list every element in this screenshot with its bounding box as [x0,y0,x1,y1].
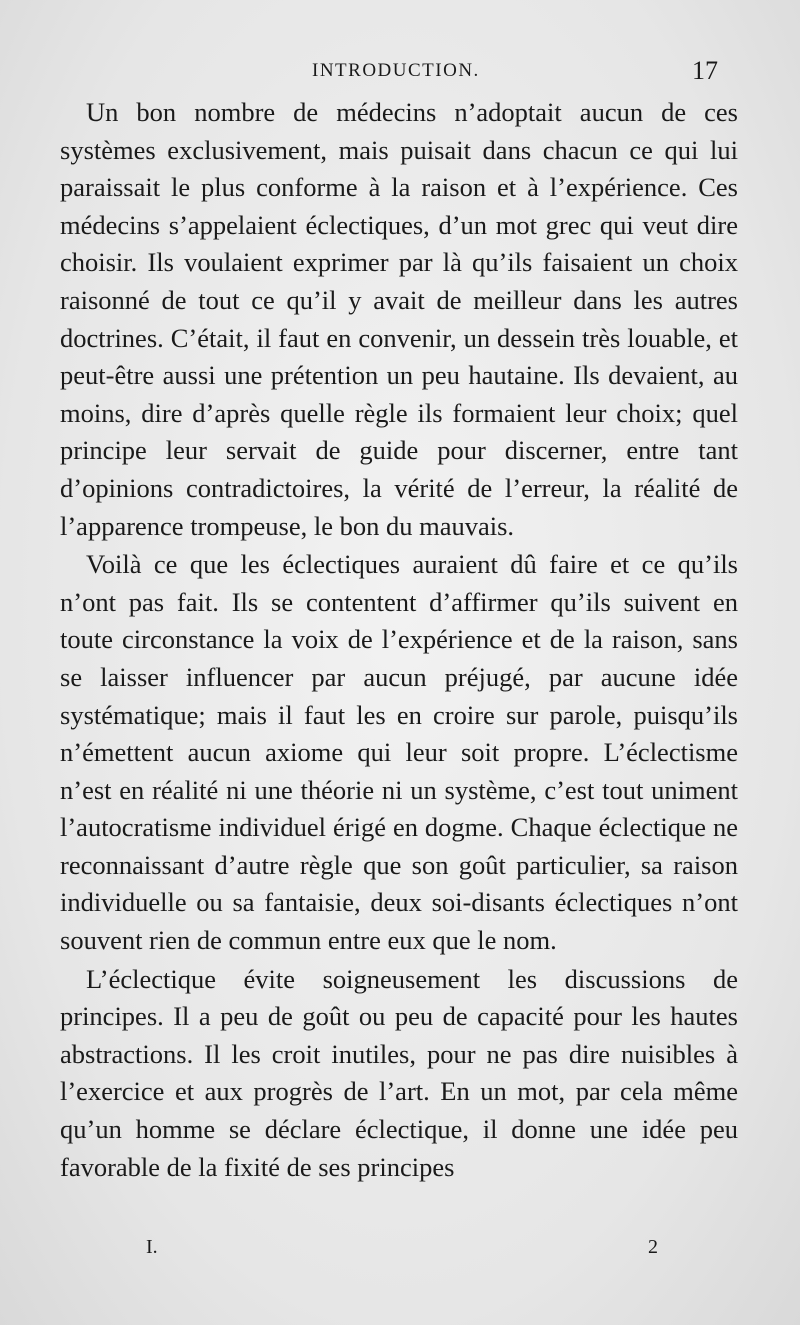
page-number: 17 [692,56,718,85]
paragraph: Un bon nombre de médecins n’adoptait aucun de ces systèmes exclusivement, mais puisait dans chacun ce qui lui paraissait le plus conforme à la raison et à l’expérience. Ces médecins s’appelaient éclectiques, d’un mot grec qui veut dire choisir. Ils voulaient exprimer par là qu’ils faisaient un choix raisonné de tout ce qu’il y avait de meilleur dans les autres doctrines. C’était, il faut en convenir, un dessein très louable, et peut-être aussi une prétention un peu hautaine. Ils devaient, au moins, dire d’après quelle règle ils formaient leur choix; quel principe leur servait de guide pour discerner, entre tant d’opinions contradictoires, la vérité de l’erreur, la réalité de l’apparence trompeuse, le bon du mauvais. [60,97,738,541]
body-text [60,94,738,1186]
paragraph: Voilà ce que les éclectiques auraient dû faire et ce qu’ils n’ont pas fait. Ils se contentent d’affirmer qu’ils suivent en toute circonstance la voix de l’expérience et de la raison, sans se laisser influencer par aucun préjugé, par aucune idée systématique; mais il faut les en croire sur parole, puisqu’ils n’émettent aucun axiome qui leur soit propre. L’éclectisme n’est en réalité ni une théorie ni un système, c’est tout uniment l’autocratisme individuel érigé en dogme. Chaque éclectique ne reconnaissant d’autre règle que son goût particulier, sa raison individuelle ou sa fantaisie, deux soi-disants éclectiques n’ont souvent rien de commun entre eux que le nom. [60,549,738,956]
page-header [0,58,800,88]
signature-mark: I. [146,1236,158,1258]
page-footer [0,1236,800,1266]
paragraph: L’éclectique évite soigneusement les discussions de principes. Il a peu de goût ou peu de capacité pour les hautes abstractions. Il les croit inutiles, pour ne pas dire nuisibles à l’exercice et aux progrès de l’art. En un mot, par cela même qu’un homme se déclare éclectique, il donne une idée peu favorable de la fixité de ses principes [60,963,738,1182]
running-head: INTRODUCTION. [312,60,480,81]
sheet-number: 2 [648,1236,658,1258]
